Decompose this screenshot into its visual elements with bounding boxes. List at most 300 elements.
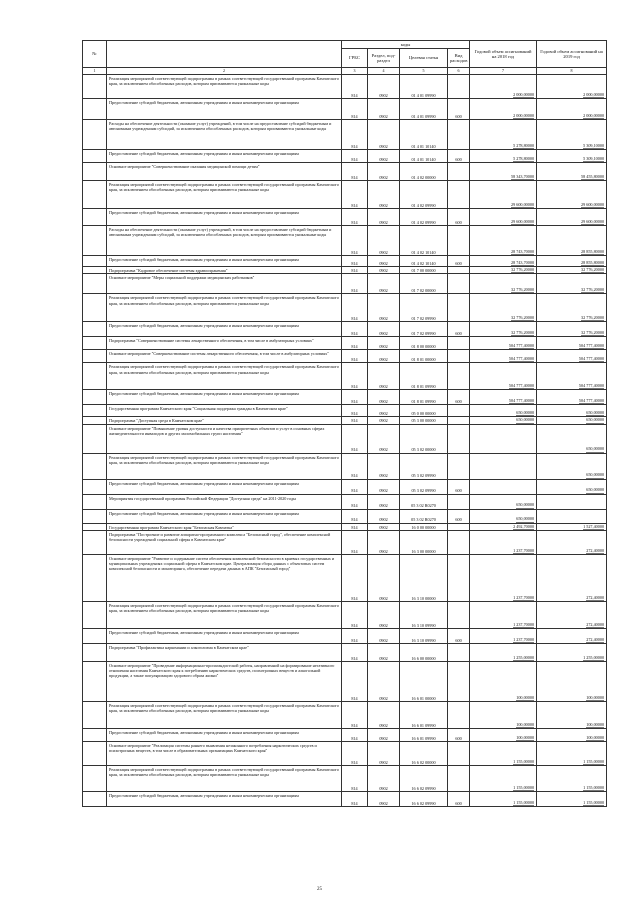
table-row: [83, 350, 607, 363]
row-vid: [448, 75, 470, 99]
row-grbs: 814: [342, 226, 368, 256]
row-2018-value: 504 777,40000: [508, 398, 535, 403]
row-2019: [537, 390, 607, 405]
row-grbs: 814: [342, 643, 368, 661]
row-target: 01 7 02 09990: [400, 294, 448, 322]
table-header: [83, 41, 607, 75]
table-row: [83, 99, 607, 120]
row-grbs: 814: [342, 294, 368, 322]
row-2018: [470, 728, 537, 741]
row-2019-value: 504 777,40000: [578, 343, 605, 348]
row-num-cell: [83, 390, 107, 405]
row-num-cell: [83, 554, 107, 601]
row-2018-value: 5 278,80000: [513, 142, 535, 148]
row-vid: [448, 274, 470, 294]
row-2019: [537, 479, 607, 494]
row-2018: [470, 322, 537, 337]
row-2019-value: 650,00000: [586, 472, 605, 478]
row-grbs: 814: [342, 150, 368, 163]
row-2018-value: 58 343,70000: [511, 173, 535, 179]
colnum: 4: [368, 68, 400, 75]
row-2019: [537, 99, 607, 120]
row-2018-value: 1 155,00000: [513, 758, 535, 764]
table-row: [83, 554, 607, 601]
table-row: [83, 256, 607, 267]
row-grbs: 814: [342, 322, 368, 337]
row-vid: [448, 120, 470, 150]
header-razdel: Раздел, под-раздел: [368, 49, 400, 68]
row-razdel: 0902: [368, 701, 400, 728]
row-2019: [537, 150, 607, 163]
row-grbs: 814: [342, 181, 368, 209]
row-2018-value: 1 155,00000: [513, 799, 535, 805]
row-2018-value: 28 743,70000: [511, 248, 535, 254]
row-target: 01 4 02 10140: [400, 226, 448, 256]
row-2019: [537, 417, 607, 424]
row-name: Подпрограмма "Построение и развитие аппаратно-программного комплекса "Безопасный город", обеспечение комплексной безопасности учреждений социальной сферы в Камчатском крае": [107, 530, 342, 554]
row-razdel: 0902: [368, 150, 400, 163]
row-razdel: 0902: [368, 530, 400, 554]
row-vid: [448, 405, 470, 417]
row-2018-value: 28 743,70000: [511, 259, 535, 265]
row-2019: [537, 405, 607, 417]
row-name: Основное мероприятие "Совершенствование оказания медицинской помощи детям": [107, 163, 342, 181]
row-2018-value: 2 000,00000: [513, 91, 535, 97]
table-row: [83, 509, 607, 523]
table-row: [83, 322, 607, 337]
row-grbs: 814: [342, 424, 368, 453]
row-2019-value: 650,00000: [586, 487, 605, 493]
row-grbs: 814: [342, 120, 368, 150]
row-2018-value: 650,00000: [516, 516, 535, 522]
row-2018-value: 1 237,70000: [513, 621, 535, 627]
row-target: 01 8 01 09990: [400, 363, 448, 390]
row-razdel: 0902: [368, 765, 400, 791]
row-num-cell: [83, 628, 107, 643]
row-target: 16 6 02 00000: [400, 741, 448, 765]
row-2019-value: 272,40000: [586, 547, 605, 553]
row-2019-value: 1 255,00000: [583, 654, 605, 660]
row-name: Предоставление субсидий бюджетным, автономным учреждениям и иным некоммерческим организациям: [107, 322, 342, 337]
table-body: [83, 75, 607, 807]
row-num-cell: [83, 226, 107, 256]
row-2019-value: 58 455,80000: [581, 173, 605, 179]
table-row: [83, 405, 607, 417]
row-num-cell: [83, 209, 107, 226]
row-2018: [470, 181, 537, 209]
row-vid: [448, 453, 470, 479]
row-name: Реализация мероприятий соответствующей подпрограммы в рамках соответствующей государственной программы Камчатского края, за исключением обособленных расходов, которым присваиваются уникальные коды: [107, 181, 342, 209]
row-2019-value: 504 777,40000: [578, 398, 605, 403]
row-razdel: 0902: [368, 390, 400, 405]
row-grbs: 814: [342, 791, 368, 806]
row-razdel: 0902: [368, 741, 400, 765]
row-target: 05 3 02 R0270: [400, 509, 448, 523]
row-2018: [470, 417, 537, 424]
header-2018: Годовой объем ассигнований на 2018 год: [470, 41, 537, 68]
row-grbs: 814: [342, 554, 368, 601]
row-grbs: 814: [342, 523, 368, 530]
row-num-cell: [83, 479, 107, 494]
row-num-cell: [83, 120, 107, 150]
row-razdel: 0902: [368, 337, 400, 350]
table-row: [83, 274, 607, 294]
table-row: [83, 75, 607, 99]
row-grbs: 814: [342, 363, 368, 390]
row-num-cell: [83, 791, 107, 806]
row-target: 01 7 02 09990: [400, 322, 448, 337]
row-2019-value: 272,40000: [586, 636, 605, 642]
row-target: 05 0 00 00000: [400, 405, 448, 417]
table-row: [83, 363, 607, 390]
row-name: Реализация мероприятий соответствующей подпрограммы в рамках соответствующей государственной программы Камчатского края, за исключением обособленных расходов, которым присваиваются уникальные коды: [107, 601, 342, 628]
row-target: 16 6 01 00000: [400, 661, 448, 701]
table-row: [83, 791, 607, 806]
row-vid: [448, 701, 470, 728]
row-grbs: 814: [342, 494, 368, 509]
row-2019: [537, 728, 607, 741]
row-vid: [448, 661, 470, 701]
header-target: Целевая статья: [400, 49, 448, 68]
row-target: 16 6 02 09990: [400, 791, 448, 806]
row-name: Реализация мероприятий соответствующей подпрограммы в рамках соответствующей государственной программы Камчатского края, за исключением обособленных расходов, которым присваиваются уникальные коды: [107, 765, 342, 791]
row-2018-value: 1 155,00000: [513, 784, 535, 790]
row-name: Основное мероприятие "Меры социальной поддержки медицинских работников": [107, 274, 342, 294]
row-2019-value: 2 000,00000: [583, 112, 605, 118]
row-vid: 600: [448, 628, 470, 643]
row-2018-value: 100,00000: [516, 694, 535, 700]
table-row: [83, 479, 607, 494]
row-target: 16 3 10 09990: [400, 628, 448, 643]
row-2019-value: 504 777,40000: [578, 383, 605, 388]
row-name: Расходы на обеспечение деятельности (оказание услуг) учреждений, в том числе на предоставление субсидий бюджетным и автономным учреждениям субсидий, за исключением обособленных расходов, которым присваиваются уникальные коды: [107, 120, 342, 150]
row-2018-value: 1 237,70000: [513, 547, 535, 553]
row-name: Подпрограмма "Профилактика наркомании и алкоголизма в Камчатском крае": [107, 643, 342, 661]
table-row: [83, 337, 607, 350]
row-num-cell: [83, 163, 107, 181]
row-2018: [470, 226, 537, 256]
row-2019-value: 650,00000: [586, 417, 605, 423]
row-2019: [537, 350, 607, 363]
row-num-cell: [83, 509, 107, 523]
row-name: Предоставление субсидий бюджетным, автономным учреждениям и иным некоммерческим организациям: [107, 628, 342, 643]
row-2018-value: 1 255,00000: [513, 654, 535, 660]
row-razdel: 0902: [368, 256, 400, 267]
row-num-cell: [83, 150, 107, 163]
table-row: [83, 701, 607, 728]
table-row: [83, 424, 607, 453]
table-row: [83, 150, 607, 163]
budget-table-sheet: [82, 40, 606, 807]
row-num-cell: [83, 75, 107, 99]
colnum: 6: [448, 68, 470, 75]
row-2018-value: 1 237,70000: [513, 594, 535, 600]
row-target: 01 8 01 09990: [400, 390, 448, 405]
row-num-cell: [83, 728, 107, 741]
row-name: Предоставление субсидий бюджетным, автономным учреждениям и иным некоммерческим организациям: [107, 390, 342, 405]
row-vid: 600: [448, 728, 470, 741]
row-num-cell: [83, 643, 107, 661]
row-2018-value: 650,00000: [516, 502, 535, 508]
header-num: №: [83, 41, 107, 68]
table-row: [83, 120, 607, 150]
row-target: 16 6 01 09990: [400, 701, 448, 728]
row-razdel: 0902: [368, 628, 400, 643]
row-2018: [470, 601, 537, 628]
table-row: [83, 530, 607, 554]
row-razdel: 0902: [368, 601, 400, 628]
row-2018-value: 100,00000: [516, 734, 535, 740]
row-2018-value: 32 776,20000: [511, 315, 535, 320]
row-name: Реализация мероприятий соответствующей подпрограммы в рамках соответствующей государственной программы Камчатского края, за исключением обособленных расходов, которым присваиваются уникальные коды: [107, 294, 342, 322]
row-num-cell: [83, 256, 107, 267]
row-name: Мероприятия государственной программы Российской Федерации "Доступная среда" на 2011-2020 годы: [107, 494, 342, 509]
row-2018: [470, 256, 537, 267]
row-2019: [537, 530, 607, 554]
row-2018: [470, 554, 537, 601]
row-target: 01 4 02 10140: [400, 256, 448, 267]
table-row: [83, 728, 607, 741]
row-vid: [448, 163, 470, 181]
row-2018: [470, 765, 537, 791]
row-vid: [448, 601, 470, 628]
row-grbs: 814: [342, 728, 368, 741]
row-grbs: 814: [342, 163, 368, 181]
row-name: Основное мероприятие "Совершенствование системы лекарственного обеспечения, в том числе в амбулаторных условиях": [107, 350, 342, 363]
row-2018-value: 29 600,00000: [511, 218, 535, 224]
row-grbs: 814: [342, 741, 368, 765]
row-vid: [448, 424, 470, 453]
row-2018: [470, 150, 537, 163]
row-2019-value: 5 309,10000: [583, 142, 605, 148]
row-name: Предоставление субсидий бюджетным, автономным учреждениям и иным некоммерческим организациям: [107, 209, 342, 226]
row-razdel: 0902: [368, 453, 400, 479]
table-row: [83, 226, 607, 256]
row-name: Подпрограмма "Совершенствование системы лекарственного обеспечения, в том числе в амбулаторных условиях": [107, 337, 342, 350]
row-2019: [537, 509, 607, 523]
row-2018: [470, 405, 537, 417]
row-vid: [448, 523, 470, 530]
row-2019-value: 5 309,10000: [583, 155, 605, 161]
row-target: 05 3 02 00000: [400, 424, 448, 453]
row-name: Реализация мероприятий соответствующей подпрограммы в рамках соответствующей государственной программы Камчатского края, за исключением обособленных расходов, которым присваиваются уникальные коды: [107, 453, 342, 479]
table-row: [83, 181, 607, 209]
row-grbs: 814: [342, 75, 368, 99]
row-num-cell: [83, 417, 107, 424]
row-name: Предоставление субсидий бюджетным, автономным учреждениям и иным некоммерческим организациям: [107, 99, 342, 120]
row-grbs: 814: [342, 405, 368, 417]
row-vid: [448, 267, 470, 274]
header-grbs: ГРБС: [342, 49, 368, 68]
row-razdel: 0902: [368, 424, 400, 453]
header-name: [107, 41, 342, 68]
row-grbs: 814: [342, 509, 368, 523]
header-codes: коды: [342, 41, 470, 49]
row-razdel: 0902: [368, 363, 400, 390]
table-row: [83, 294, 607, 322]
row-2019-value: 650,00000: [586, 410, 605, 415]
row-2018: [470, 530, 537, 554]
row-grbs: 814: [342, 628, 368, 643]
row-vid: 600: [448, 479, 470, 494]
row-num-cell: [83, 363, 107, 390]
row-2018-value: 100,00000: [516, 721, 535, 727]
colnum: 2: [107, 68, 342, 75]
row-target: 16 6 00 00000: [400, 643, 448, 661]
row-num-cell: [83, 523, 107, 530]
row-razdel: 0902: [368, 163, 400, 181]
row-2018: [470, 337, 537, 350]
row-num-cell: [83, 294, 107, 322]
row-razdel: 0902: [368, 417, 400, 424]
row-target: 01 4 02 00000: [400, 163, 448, 181]
table-row: [83, 523, 607, 530]
table-row: [83, 601, 607, 628]
row-target: 01 4 01 09990: [400, 99, 448, 120]
row-target: 05 3 00 00000: [400, 417, 448, 424]
budget-table: [82, 40, 607, 807]
row-grbs: 814: [342, 209, 368, 226]
row-2019-value: 1 155,00000: [583, 784, 605, 790]
row-name: Основное мероприятие "Проведение информационно-пропагандистской работы, направленной на формирование негативного отношения населения Камчатского края к потреблению наркотических средств, психотропных веществ и алкогольной продукции, а также популяризацию здорового образа жизни": [107, 661, 342, 701]
row-2019: [537, 75, 607, 99]
row-2019-value: 1 155,00000: [583, 799, 605, 805]
row-2019-value: 1 527,40000: [583, 523, 605, 529]
row-vid: 600: [448, 509, 470, 523]
row-2019: [537, 741, 607, 765]
row-2018: [470, 791, 537, 806]
row-2019-value: 650,00000: [586, 446, 605, 452]
row-2018: [470, 209, 537, 226]
row-2018-value: 504 777,40000: [508, 383, 535, 388]
row-razdel: 0902: [368, 274, 400, 294]
row-num-cell: [83, 661, 107, 701]
colnum: 5: [400, 68, 448, 75]
row-num-cell: [83, 701, 107, 728]
row-name: Государственная программа Камчатского края "Безопасная Камчатка": [107, 523, 342, 530]
row-2018: [470, 479, 537, 494]
row-name: Предоставление субсидий бюджетным, автономным учреждениям и иным некоммерческим организациям: [107, 150, 342, 163]
row-vid: [448, 741, 470, 765]
row-2019: [537, 120, 607, 150]
row-vid: 600: [448, 150, 470, 163]
row-2019-value: 2 000,00000: [583, 91, 605, 97]
row-razdel: 0902: [368, 267, 400, 274]
row-grbs: 814: [342, 390, 368, 405]
row-2018: [470, 643, 537, 661]
row-name: Предоставление субсидий бюджетным, автономным учреждениям и иным некоммерческим организациям: [107, 256, 342, 267]
row-2019: [537, 791, 607, 806]
row-2018: [470, 509, 537, 523]
row-2018-value: 29 600,00000: [511, 201, 535, 207]
row-2018: [470, 741, 537, 765]
row-2019: [537, 661, 607, 701]
row-2018: [470, 274, 537, 294]
row-2019: [537, 337, 607, 350]
table-row: [83, 765, 607, 791]
row-target: 01 4 02 09990: [400, 181, 448, 209]
row-2019-value: 100,00000: [586, 734, 605, 740]
row-target: 01 4 01 10140: [400, 120, 448, 150]
row-razdel: 0902: [368, 509, 400, 523]
row-2019-value: 28 855,80000: [581, 259, 605, 265]
row-2019: [537, 765, 607, 791]
row-num-cell: [83, 405, 107, 417]
table-row: [83, 741, 607, 765]
row-2018: [470, 661, 537, 701]
row-target: 16 3 00 00000: [400, 530, 448, 554]
row-2018: [470, 628, 537, 643]
row-name: Подпрограмма "Кадровое обеспечение системы здравоохранения": [107, 267, 342, 274]
row-vid: [448, 765, 470, 791]
row-num-cell: [83, 337, 107, 350]
row-2019: [537, 322, 607, 337]
row-vid: [448, 417, 470, 424]
row-razdel: 0902: [368, 643, 400, 661]
row-razdel: 0902: [368, 181, 400, 209]
row-2019: [537, 453, 607, 479]
table-row: [83, 643, 607, 661]
page-number: 25: [317, 887, 322, 892]
row-num-cell: [83, 350, 107, 363]
row-num-cell: [83, 322, 107, 337]
row-grbs: 814: [342, 701, 368, 728]
row-2018: [470, 701, 537, 728]
row-target: 01 7 00 00000: [400, 267, 448, 274]
row-target: 01 4 01 10140: [400, 150, 448, 163]
row-vid: [448, 363, 470, 390]
row-target: 01 4 01 09990: [400, 75, 448, 99]
row-2018-value: 32 776,20000: [511, 287, 535, 292]
row-2019-value: 272,40000: [586, 621, 605, 627]
table-row: [83, 661, 607, 701]
row-target: 16 6 01 09990: [400, 728, 448, 741]
row-vid: 600: [448, 256, 470, 267]
row-num-cell: [83, 530, 107, 554]
row-num-cell: [83, 741, 107, 765]
row-razdel: 0902: [368, 494, 400, 509]
table-row: [83, 494, 607, 509]
row-grbs: 814: [342, 417, 368, 424]
row-target: 01 7 02 00000: [400, 274, 448, 294]
table-row: [83, 163, 607, 181]
row-grbs: 814: [342, 350, 368, 363]
row-target: 16 3 10 09990: [400, 601, 448, 628]
row-2019: [537, 274, 607, 294]
row-name: Основное мероприятие "Реализация системы раннего выявления незаконного потребления наркотических средств и психотропных веществ, в том числе в образовательных организациях Камчатского края": [107, 741, 342, 765]
row-vid: [448, 530, 470, 554]
row-target: 05 3 02 09990: [400, 453, 448, 479]
row-2018-value: 504 777,40000: [508, 356, 535, 361]
row-num-cell: [83, 453, 107, 479]
table-row: [83, 628, 607, 643]
row-razdel: 0902: [368, 523, 400, 530]
row-2019: [537, 256, 607, 267]
row-target: 05 3 02 09990: [400, 479, 448, 494]
row-2019-value: 29 600,00000: [581, 218, 605, 224]
row-target: 01 8 01 00000: [400, 350, 448, 363]
row-target: 16 3 10 00000: [400, 554, 448, 601]
row-name: Основное мероприятие "Повышение уровня доступности и качества приоритетных объектов и услуг в основных сферах жизнедеятельности инвалидов и других маломобильных групп населения": [107, 424, 342, 453]
colnum: 8: [537, 68, 607, 75]
row-grbs: 814: [342, 661, 368, 701]
row-razdel: 0902: [368, 120, 400, 150]
row-target: 01 4 02 09990: [400, 209, 448, 226]
row-2018: [470, 350, 537, 363]
row-name: Предоставление субсидий бюджетным, автономным учреждениям и иным некоммерческим организациям: [107, 479, 342, 494]
row-name: Реализация мероприятий соответствующей подпрограммы в рамках соответствующей государственной программы Камчатского края, за исключением обособленных расходов, которым присваиваются уникальные коды: [107, 701, 342, 728]
row-razdel: 0902: [368, 554, 400, 601]
